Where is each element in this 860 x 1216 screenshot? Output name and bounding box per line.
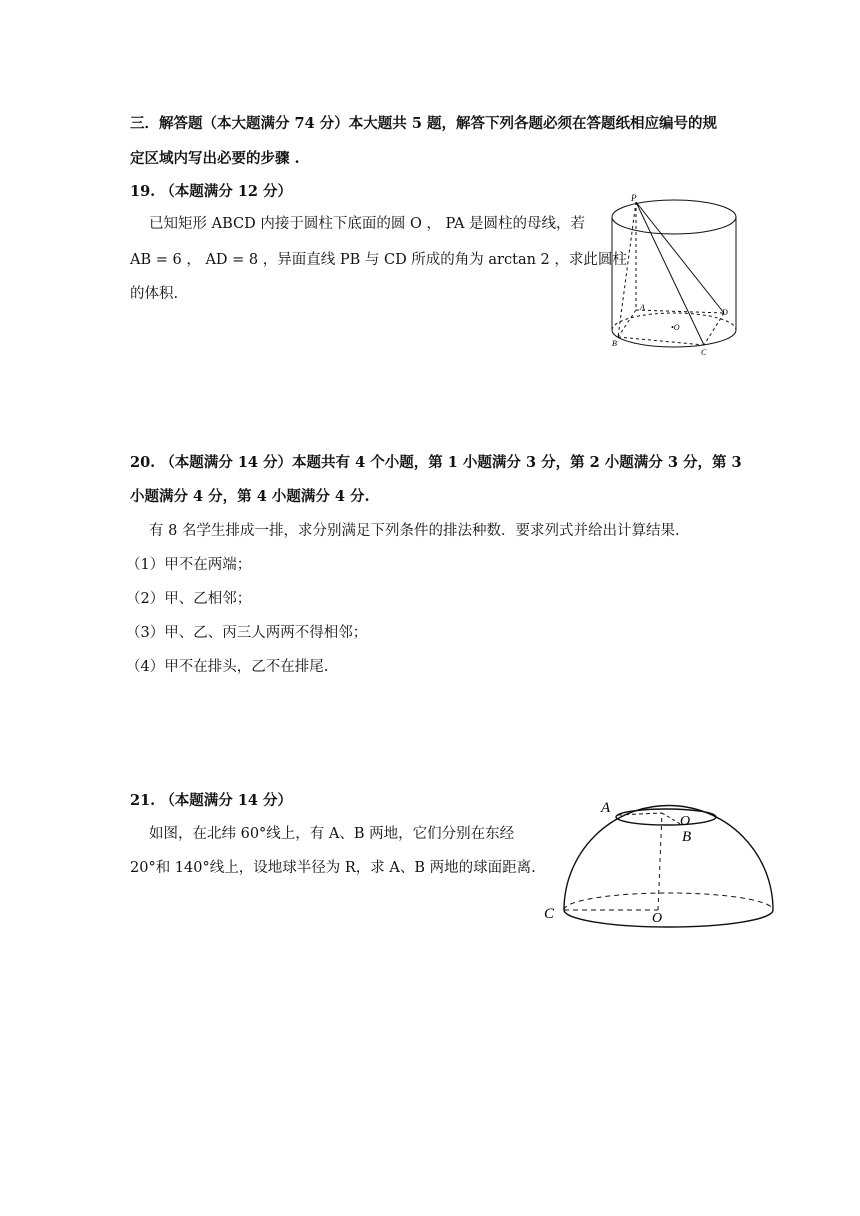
q20-item-3: （3）甲、乙、丙三人两两不得相邻；: [126, 625, 368, 641]
label-a-globe: A: [601, 800, 611, 816]
q20-intro: 有 8 名学生排成一排，求分别满足下列条件的排法种数．要求列式并给出计算结果.: [149, 523, 680, 539]
section-heading-line2: 定区域内写出必要的步骤 .: [130, 150, 300, 167]
q21-text-line1: 如图，在北纬 60°线上，有 A、B 两地，它们分别在东经: [149, 826, 515, 842]
q19-text-line2: AB = 6 ， AD = 8 ，异面直线 PB 与 CD 所成的角为 arctan 2 ，求此圆柱: [130, 252, 627, 268]
label-b-globe: B: [682, 829, 692, 845]
label-a: A: [640, 303, 645, 312]
q21-header: 21. （本题满分 14 分）: [130, 792, 293, 809]
q19-text-line3: 的体积.: [130, 286, 179, 302]
q20-header-line2: 小题满分 4 分，第 4 小题满分 4 分.: [130, 488, 370, 505]
q19-text-line1: 已知矩形 ABCD 内接于圆柱下底面的圆 O ， PA 是圆柱的母线，若: [149, 216, 586, 232]
label-o1: O: [680, 814, 691, 829]
cylinder-figure: [600, 190, 750, 365]
label-o-center: O: [652, 911, 663, 926]
label-p: P: [631, 193, 637, 203]
q20-item-1: （1）甲不在两端；: [126, 557, 252, 573]
section-heading-line1: 三．解答题（本大题满分 74 分）本大题共 5 题，解答下列各题必须在答题纸相应编号的规: [130, 115, 717, 132]
label-d: D: [722, 308, 728, 317]
q20-header-line1: 20. （本题满分 14 分）本题共有 4 个小题，第 1 小题满分 3 分，第 2 小题满分 3 分，第 3: [130, 454, 742, 471]
label-c: C: [701, 348, 707, 357]
label-o: •O: [671, 323, 680, 332]
label-c-globe: C: [544, 906, 555, 922]
q20-item-2: （2）甲、乙相邻；: [126, 591, 252, 607]
label-b: B: [612, 339, 617, 348]
q20-item-4: （4）甲不在排头，乙不在排尾.: [126, 659, 329, 675]
q19-header: 19. （本题满分 12 分）: [130, 183, 293, 200]
q21-text-line2: 20°和 140°线上，设地球半径为 R，求 A、B 两地的球面距离.: [130, 860, 536, 876]
hemisphere-figure: [540, 795, 785, 930]
